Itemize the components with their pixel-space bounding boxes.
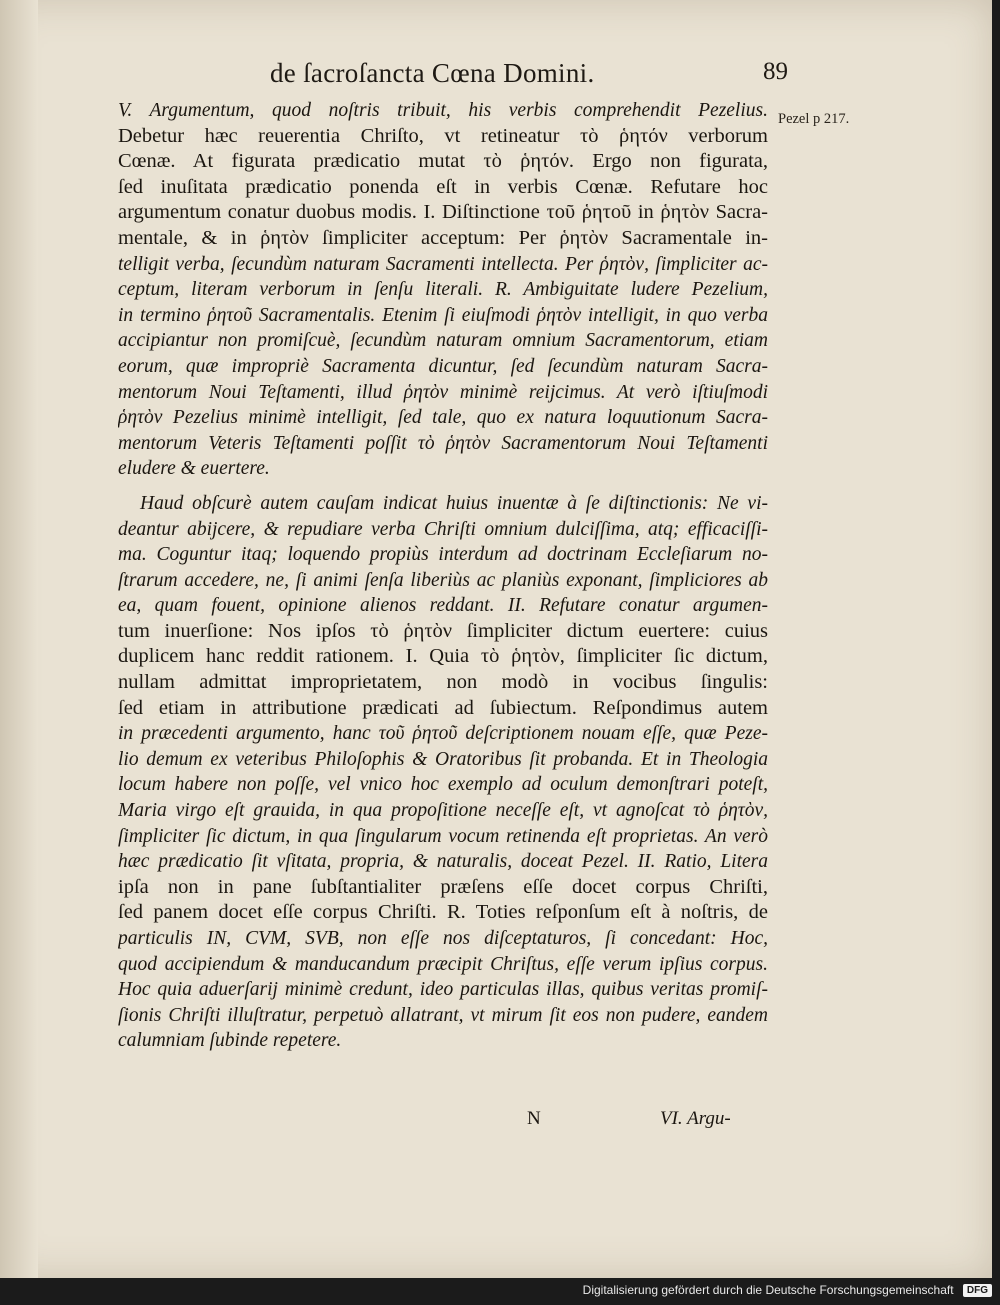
text-line: eorum, quæ impropriè Sacramenta dicuntur, ſed ſecundùm naturam Sacra- xyxy=(118,355,768,377)
text-line: ſed panem docet eſſe corpus Chriſti. R. Toties reſponſum eſt à noſtris, de xyxy=(118,901,768,924)
text-line: deantur abijcere, & repudiare verba Chriſti omnium dulciſſima, atq; efficaciſſi- xyxy=(118,518,768,540)
dfg-logo-icon: DFG xyxy=(963,1284,992,1297)
page-number: 89 xyxy=(763,58,788,85)
text-line: mentorum Veteris Teſtamenti poſſit τὸ ῥητὸν Sacramentorum Noui Teſtamenti xyxy=(118,432,768,454)
text-line: particulis IN, CVM, SVB, non eſſe nos diſceptaturos, ſi concedant: Hoc, xyxy=(118,928,768,949)
text-line: ceptum, literam verborum in ſenſu literali. R. Ambiguitate ludere Pezelium, xyxy=(118,279,768,301)
paragraph-gap xyxy=(118,482,768,491)
text-line: duplicem hanc reddit rationem. I. Quia τὸ ῥητὸν, ſimpliciter ſic dictum, xyxy=(118,645,768,668)
text-line: ea, quam fouent, opinione alienos reddant. II. Refutare conatur argumen- xyxy=(118,595,768,617)
running-title: de ſacroſancta Cœna Domini. xyxy=(270,58,595,88)
text-line: ſionis Chriſti illuſtratur, perpetuò allatrant, vt mirum ſit eos non pudere, eandem xyxy=(118,1004,768,1026)
text-line: quod accipiendum & manducandum præcipit Chriſtus, eſſe verum ipſius corpus. xyxy=(118,953,768,975)
text-line: accipiantur non promiſcuè, ſecundùm naturam omnium Sacramentorum, etiam xyxy=(118,330,768,352)
text-line: mentorum Noui Teſtamenti, illud ῥητὸν minimè reijcimus. At verò iſtiuſmodi xyxy=(118,381,768,403)
marginal-note: Pezel p 217. xyxy=(778,111,850,127)
body-text xyxy=(118,98,768,1054)
text-line: V. Argumentum, quod noſtris tribuit, his verbis comprehendit Pezelius. xyxy=(118,100,768,121)
text-line: lio demum ex veteribus Philoſophis & Oratoribus ſit probanda. Et in Theologia xyxy=(118,748,768,770)
text-line: telligit verba, ſecundùm naturam Sacramenti intellecta. Per ῥητὸν, ſimpliciter ac- xyxy=(118,253,768,275)
text-line: ma. Coguntur itaq; loquendo propiùs interdum ad doctrinam Eccleſiarum no- xyxy=(118,544,768,566)
text-line: ſtrarum accedere, ne, ſi animi ſenſa liberiùs ac planiùs exponant, ſimpliciores ab xyxy=(118,569,768,591)
text-line: Maria virgo eſt grauida, in qua propoſitione neceſſe eſt, vt agnoſcat τὸ ῥητὸν, xyxy=(118,800,768,822)
page-header xyxy=(120,58,800,98)
text-line: argumentum conatur duobus modis. I. Diſtinctione τοῦ ῥητοῦ in ῥητὸν Sacra- xyxy=(118,201,768,224)
text-line: Hoc quia aduerſarij minimè credunt, ideo particulas illas, quibus veritas promiſ- xyxy=(118,979,768,1001)
text-line: ſed etiam in attributione prædicati ad ſubiectum. Reſpondimus autem xyxy=(118,696,768,719)
text-line: mentale, & in ῥητὸν ſimpliciter acceptum: Per ῥητὸν Sacramentale in- xyxy=(118,226,768,249)
text-line: eludere & euertere. xyxy=(118,458,270,480)
signature-mark: N xyxy=(527,1108,541,1129)
text-line: tum inuerſione: Nos ipſos τὸ ῥητὸν ſimpliciter dictum euertere: cuius xyxy=(118,619,768,642)
text-line: Haud obſcurè autem cauſam indicat huius inuentæ à ſe diſtinctionis: Ne vi- xyxy=(140,492,768,514)
text-line: Cœnæ. At figurata prædicatio mutat τὸ ῥητόν. Ergo non figurata, xyxy=(118,150,768,173)
catchword: VI. Argu- xyxy=(660,1108,731,1129)
text-line: calumniam ſubinde repetere. xyxy=(118,1030,342,1052)
text-line: ῥητὸν Pezelius minimè intelligit, ſed tale, quo ex natura loquutionum Sacra- xyxy=(118,407,768,429)
text-line: Debetur hæc reuerentia Chriſto, vt retineatur τὸ ῥητόν verborum xyxy=(118,124,768,147)
credit-text xyxy=(583,1283,992,1297)
text-line: nullam admittat improprietatem, non modò in vocibus ſingulis: xyxy=(118,671,768,694)
text-line: locum habere non poſſe, vel vnico hoc exemplo ad oculum demonſtrari poteſt, xyxy=(118,774,768,796)
text-line: ipſa non in pane ſubſtantialiter præſens eſſe docet corpus Chriſti, xyxy=(118,875,768,898)
credit-bar xyxy=(0,1278,1000,1305)
text-line: ſed inuſitata prædicatio ponenda eſt in verbis Cœnæ. Refutare hoc xyxy=(118,175,768,198)
text-line: in termino ῥητοῦ Sacramentalis. Etenim ſi eiuſmodi ῥητὸν intelligit, in quo verba xyxy=(118,304,768,326)
text-line: hæc prædicatio ſit vſitata, propria, & naturalis, doceat Pezel. II. Ratio, Litera xyxy=(118,851,768,873)
text-line: ſimpliciter ſic dictum, in qua ſingularum vocum retinenda eſt proprietas. An verò xyxy=(118,825,768,847)
credit-label: Digitalisierung gefördert durch die Deutsche Forschungsgemeinschaft xyxy=(582,1283,954,1297)
text-line: in præcedenti argumento, hanc τοῦ ῥητοῦ deſcriptionem nouam eſſe, quæ Peze- xyxy=(118,723,768,745)
